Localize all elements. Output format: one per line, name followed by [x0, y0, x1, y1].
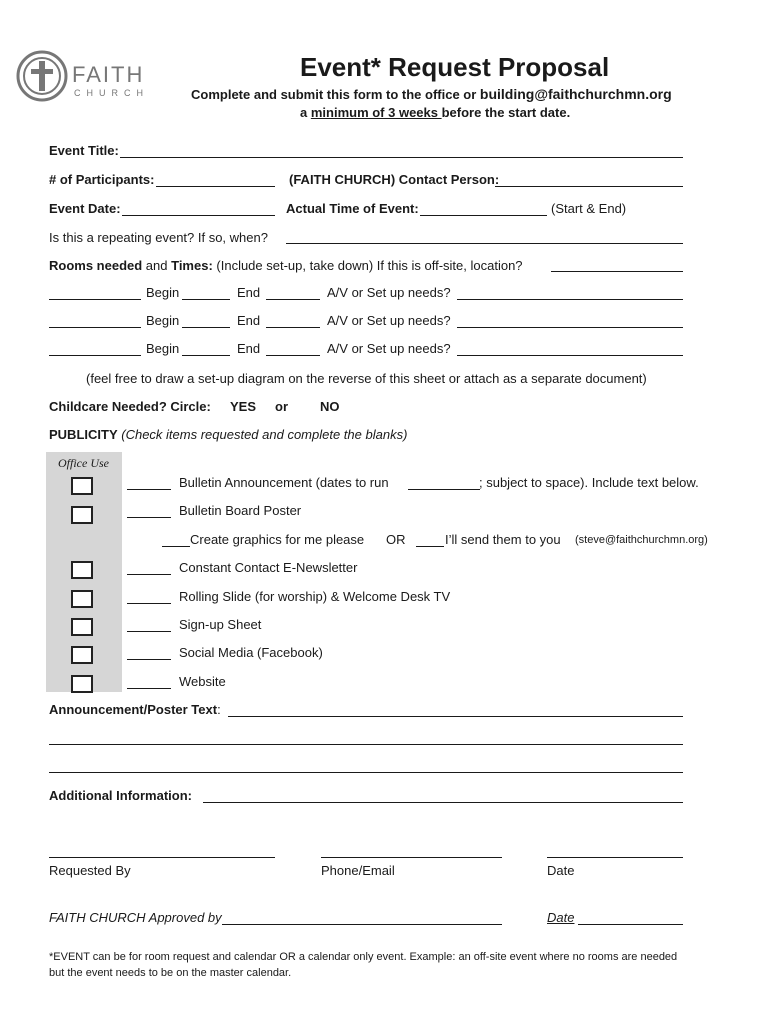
participants-field[interactable]: [156, 186, 275, 187]
contact-field[interactable]: [495, 186, 683, 187]
av-field[interactable]: [457, 299, 683, 300]
av-field[interactable]: [457, 355, 683, 356]
end-field[interactable]: [266, 355, 320, 356]
rooms-label: [49, 258, 523, 273]
announcement-field-2[interactable]: [49, 744, 683, 745]
graphics-label: Create graphics for me please: [190, 532, 365, 547]
room-name-field[interactable]: [49, 327, 141, 328]
bulletin-blank[interactable]: [127, 489, 171, 490]
church-logo: [16, 50, 156, 106]
enews-label: Constant Contact E-Newsletter: [179, 560, 358, 575]
publicity-heading: [49, 427, 407, 442]
website-blank[interactable]: [127, 688, 171, 689]
board-checkbox[interactable]: [71, 506, 93, 524]
announcement-field-1[interactable]: [228, 716, 683, 717]
footnote-line-1: *EVENT can be for room request and calendar OR a calendar only event. Example: an off-site event where no rooms are needed: [49, 951, 678, 963]
approved-date-field[interactable]: [578, 924, 683, 925]
bulletin-checkbox[interactable]: [71, 477, 93, 495]
approved-by-field[interactable]: [222, 924, 502, 925]
social-label: Social Media (Facebook): [179, 645, 323, 660]
begin-label: Begin: [146, 285, 180, 300]
office-use-label: Office Use: [58, 456, 109, 470]
requested-by-field[interactable]: [49, 857, 275, 858]
end-field[interactable]: [266, 299, 320, 300]
additional-label: Additional Information:: [49, 788, 192, 803]
board-label: Bulletin Board Poster: [179, 503, 302, 518]
av-field[interactable]: [457, 327, 683, 328]
approved-date-label: Date: [547, 910, 575, 925]
event-title-field[interactable]: [120, 157, 683, 158]
slide-checkbox[interactable]: [71, 590, 93, 608]
rooms-rest-text: (Include set-up, take down) If this is off-site, location?: [212, 258, 523, 273]
send-email: (steve@faithchurchmn.org): [575, 534, 708, 546]
childcare-yes[interactable]: YES: [230, 399, 257, 414]
end-label: End: [237, 285, 261, 300]
repeating-label: Is this a repeating event? If so, when?: [49, 230, 268, 245]
bulletin-label-post: ; subject to space). Include text below.: [479, 475, 699, 490]
begin-field[interactable]: [182, 355, 230, 356]
end-label: End: [237, 313, 261, 328]
social-checkbox[interactable]: [71, 646, 93, 664]
room-name-field[interactable]: [49, 299, 141, 300]
begin-label: Begin: [146, 341, 180, 356]
signup-blank[interactable]: [127, 631, 171, 632]
social-blank[interactable]: [127, 659, 171, 660]
end-field[interactable]: [266, 327, 320, 328]
diagram-note: (feel free to draw a set-up diagram on the reverse of this sheet or attach as a separate document): [86, 371, 647, 386]
website-label: Website: [179, 674, 226, 689]
av-label: A/V or Set up needs?: [327, 313, 451, 328]
graphics-or: OR: [386, 532, 406, 547]
event-title-label: Event Title:: [49, 143, 119, 158]
additional-field[interactable]: [203, 802, 683, 803]
header-min-weeks: minimum of 3 weeks: [310, 105, 442, 120]
send-blank[interactable]: [416, 546, 444, 547]
header-email: building@faithchurchmn.org: [479, 86, 672, 102]
bulletin-dates-field[interactable]: [408, 489, 480, 490]
phone-email-label: Phone/Email: [321, 863, 395, 878]
slide-label: Rolling Slide (for worship) & Welcome Desk TV: [179, 589, 451, 604]
childcare-no[interactable]: NO: [320, 399, 340, 414]
participants-label: # of Participants:: [49, 172, 155, 187]
enews-checkbox[interactable]: [71, 561, 93, 579]
page-title: Event* Request Proposal: [300, 52, 610, 82]
date-label: Date: [547, 863, 575, 878]
logo-name: FAITH: [72, 62, 145, 87]
contact-label: (FAITH CHURCH) Contact Person:: [289, 172, 500, 187]
enews-blank[interactable]: [127, 574, 171, 575]
begin-label: Begin: [146, 313, 180, 328]
phone-email-field[interactable]: [321, 857, 502, 858]
send-label: I’ll send them to you: [445, 532, 561, 547]
header-line-2: [300, 105, 570, 120]
event-date-field[interactable]: [122, 215, 275, 216]
bulletin-label-pre: Bulletin Announcement (dates to run: [179, 475, 389, 490]
location-field[interactable]: [551, 271, 683, 272]
header-line-1: [191, 86, 672, 102]
begin-field[interactable]: [182, 327, 230, 328]
rooms-times-text: Times:: [171, 258, 213, 273]
actual-time-label: Actual Time of Event:: [286, 201, 419, 216]
approved-by-label: FAITH CHURCH Approved by: [49, 910, 222, 925]
rooms-needed-text: Rooms needed: [49, 258, 143, 273]
footnote-line-2: but the event needs to be on the master calendar.: [49, 967, 292, 979]
start-end-note: (Start & End): [551, 201, 627, 216]
announcement-field-3[interactable]: [49, 772, 683, 773]
publicity-label: PUBLICITY: [49, 427, 118, 442]
date-field[interactable]: [547, 857, 683, 858]
header-line-2-post: before the start date.: [441, 105, 571, 120]
signup-label: Sign-up Sheet: [179, 617, 262, 632]
board-blank[interactable]: [127, 517, 171, 518]
announcement-label: [49, 702, 221, 717]
logo-sub: CHURCH: [74, 88, 149, 98]
graphics-blank[interactable]: [162, 546, 190, 547]
header-line-2-pre: a: [300, 105, 311, 120]
childcare-label: Childcare Needed? Circle:: [49, 399, 211, 414]
repeating-field[interactable]: [286, 243, 683, 244]
signup-checkbox[interactable]: [71, 618, 93, 636]
publicity-note: (Check items requested and complete the blanks): [121, 427, 408, 442]
event-date-label: Event Date:: [49, 201, 121, 216]
website-checkbox[interactable]: [71, 675, 93, 693]
cross-logo-icon: [16, 50, 68, 102]
requested-by-label: Requested By: [49, 863, 131, 878]
begin-field[interactable]: [182, 299, 230, 300]
announcement-colon: :: [217, 702, 221, 717]
av-label: A/V or Set up needs?: [327, 285, 451, 300]
slide-blank[interactable]: [127, 603, 171, 604]
rooms-and-text: and: [142, 258, 172, 273]
room-name-field[interactable]: [49, 355, 141, 356]
childcare-or: or: [275, 399, 288, 414]
av-label: A/V or Set up needs?: [327, 341, 451, 356]
actual-time-field[interactable]: [420, 215, 547, 216]
header-line-1-text: Complete and submit this form to the office or: [191, 87, 480, 102]
announcement-label-text: Announcement/Poster Text: [49, 702, 218, 717]
end-label: End: [237, 341, 261, 356]
